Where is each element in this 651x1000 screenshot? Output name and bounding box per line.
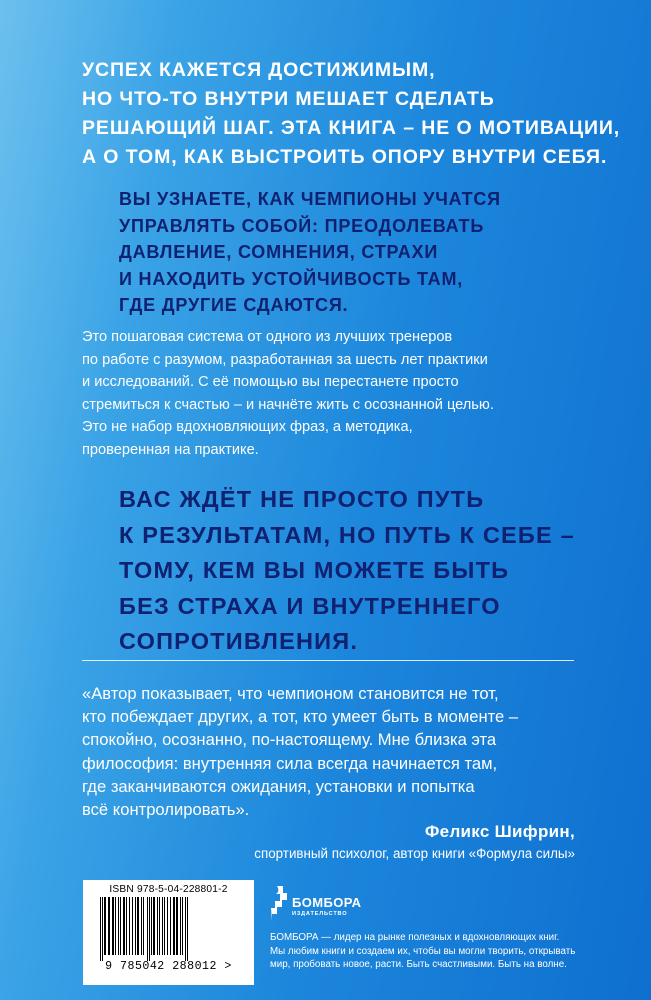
author-description: спортивный психолог, автор книги «Формула силы» [254, 846, 575, 861]
quote-line: кто побеждает других, а тот, кто умеет быть в моменте – [82, 707, 519, 727]
body-paragraph [82, 326, 602, 461]
body-line: и исследований. С её помощью вы перестанете просто [82, 374, 459, 390]
highlight-line: ТОМУ, КЕМ ВЫ МОЖЕТЕ БЫТЬ [119, 557, 510, 583]
highlight-line: И НАХОДИТЬ УСТОЙЧИВОСТЬ ТАМ, [119, 268, 464, 289]
isbn-number: ISBN 978-5-04-228801-2 [109, 884, 228, 895]
highlight-line: ДАВЛЕНИЕ, СОМНЕНИЯ, СТРАХИ [119, 242, 439, 262]
highlight-line: ВАС ЖДЁТ НЕ ПРОСТО ПУТЬ [119, 486, 485, 512]
quote-author [254, 822, 575, 861]
quote-line: «Автор показывает, что чемпионом становится не тот, [82, 684, 499, 703]
publisher-logo [270, 883, 380, 923]
highlight-line: К РЕЗУЛЬТАТАМ, НО ПУТЬ К СЕБЕ – [119, 521, 575, 548]
highlight-line: БЕЗ СТРАХА И ВНУТРЕННЕГО [119, 592, 501, 619]
quote-line: всё контролировать». [82, 800, 250, 820]
testimonial-quote [82, 682, 602, 821]
lead-line: УСПЕХ КАЖЕТСЯ ДОСТИЖИМЫМ, [82, 59, 436, 81]
barcode-digits: 9 785042 288012 > [105, 960, 232, 973]
author-name: Феликс Шифрин, [424, 822, 575, 841]
publisher-line: мир, пробовать новое, расти. Быть счастливыми. Быть на волне. [270, 959, 567, 971]
body-line: стремиться к счастью – и начнёте жить с осознанной целью. [82, 396, 494, 413]
publisher-line: Мы любим книги и создаем их, чтобы вы могли творить, открывать [270, 945, 576, 957]
isbn-barcode [83, 880, 254, 985]
highlight-line: ГДЕ ДРУГИЕ СДАЮТСЯ. [119, 295, 349, 315]
lead-line: РЕШАЮЩИЙ ШАГ. ЭТА КНИГА – НЕ О МОТИВАЦИИ, [82, 117, 621, 139]
bombora-wave-icon [270, 883, 290, 923]
highlight-line: ВЫ УЗНАЕТЕ, КАК ЧЕМПИОНЫ УЧАТСЯ [119, 189, 501, 209]
lead-paragraph [82, 56, 621, 172]
publisher-line: БОМБОРА — лидер на рынке полезных и вдохновляющих книг. [270, 932, 560, 943]
quote-line: философия: внутренняя сила всегда начинается там, [82, 753, 498, 773]
logo-name: БОМБОРА [292, 895, 362, 910]
quote-line: спокойно, осознанно, по-настоящему. Мне близка эта [82, 730, 497, 750]
body-line: Это пошаговая система от одного из лучших тренеров [82, 329, 453, 345]
body-line: проверенная на практике. [82, 441, 259, 458]
divider-line [82, 660, 574, 661]
highlight-paragraph-2 [119, 482, 599, 660]
publisher-blurb [270, 931, 600, 972]
highlight-line: СОПРОТИВЛЕНИЯ. [119, 628, 359, 654]
lead-line: А О ТОМ, КАК ВЫСТРОИТЬ ОПОРУ ВНУТРИ СЕБЯ. [82, 146, 608, 168]
logo-subtitle: ИЗДАТЕЛЬСТВО [292, 911, 348, 917]
highlight-line: УПРАВЛЯТЬ СОБОЙ: ПРЕОДОЛЕВАТЬ [119, 215, 485, 236]
quote-line: где заканчиваются ожидания, установки и попытка [82, 776, 475, 796]
body-line: по работе с разумом, разработанная за шесть лет практики [82, 351, 488, 368]
highlight-paragraph-1 [119, 186, 589, 319]
body-line: Это не набор вдохновляющих фраз, а методика, [82, 419, 413, 435]
barcode-bars [94, 897, 244, 961]
lead-line: НО ЧТО-ТО ВНУТРИ МЕШАЕТ СДЕЛАТЬ [82, 88, 495, 110]
